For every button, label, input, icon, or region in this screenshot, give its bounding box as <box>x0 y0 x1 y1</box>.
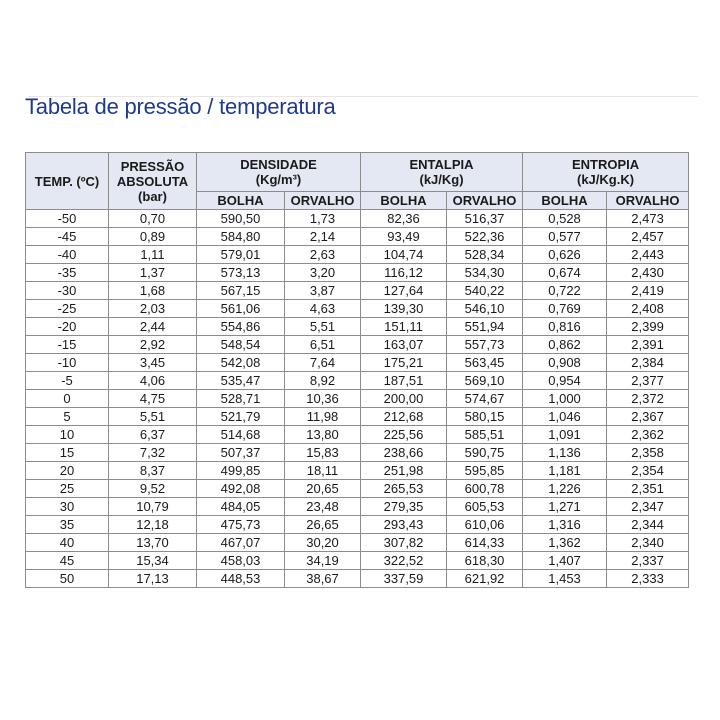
cell-pressao: 1,11 <box>109 246 197 264</box>
cell-pressao: 0,70 <box>109 210 197 228</box>
cell-entalpia-orvalho: 516,37 <box>447 210 523 228</box>
cell-entalpia-bolha: 187,51 <box>361 372 447 390</box>
header-densidade-orvalho: ORVALHO <box>285 192 361 210</box>
cell-entropia-bolha: 0,674 <box>523 264 607 282</box>
cell-entropia-orvalho: 2,399 <box>607 318 689 336</box>
cell-pressao: 4,06 <box>109 372 197 390</box>
cell-entropia-orvalho: 2,333 <box>607 570 689 588</box>
cell-densidade-orvalho: 8,92 <box>285 372 361 390</box>
cell-entropia-orvalho: 2,384 <box>607 354 689 372</box>
cell-pressao: 13,70 <box>109 534 197 552</box>
cell-entalpia-orvalho: 614,33 <box>447 534 523 552</box>
cell-entropia-bolha: 1,316 <box>523 516 607 534</box>
cell-entalpia-bolha: 116,12 <box>361 264 447 282</box>
cell-entalpia-orvalho: 557,73 <box>447 336 523 354</box>
table-row <box>26 336 689 354</box>
table-row <box>26 300 689 318</box>
cell-densidade-orvalho: 20,65 <box>285 480 361 498</box>
cell-densidade-orvalho: 11,98 <box>285 408 361 426</box>
cell-entalpia-orvalho: 528,34 <box>447 246 523 264</box>
cell-entalpia-bolha: 127,64 <box>361 282 447 300</box>
table-header <box>26 153 689 210</box>
cell-entalpia-bolha: 82,36 <box>361 210 447 228</box>
cell-pressao: 17,13 <box>109 570 197 588</box>
table-row <box>26 480 689 498</box>
cell-entropia-orvalho: 2,354 <box>607 462 689 480</box>
cell-pressao: 5,51 <box>109 408 197 426</box>
cell-entalpia-bolha: 307,82 <box>361 534 447 552</box>
cell-entalpia-bolha: 225,56 <box>361 426 447 444</box>
header-entropia-unit: (kJ/Kg.K) <box>577 172 635 187</box>
cell-entalpia-bolha: 251,98 <box>361 462 447 480</box>
cell-entalpia-orvalho: 610,06 <box>447 516 523 534</box>
cell-densidade-bolha: 448,53 <box>197 570 285 588</box>
cell-entalpia-orvalho: 585,51 <box>447 426 523 444</box>
cell-pressao: 0,89 <box>109 228 197 246</box>
cell-entalpia-orvalho: 595,85 <box>447 462 523 480</box>
pressure-temperature-table <box>25 152 689 588</box>
header-entalpia <box>361 153 523 192</box>
header-entropia-orvalho: ORVALHO <box>607 192 689 210</box>
cell-densidade-orvalho: 15,83 <box>285 444 361 462</box>
cell-temp: -25 <box>26 300 109 318</box>
table-row <box>26 426 689 444</box>
cell-densidade-bolha: 507,37 <box>197 444 285 462</box>
header-densidade-bolha: BOLHA <box>197 192 285 210</box>
cell-entropia-bolha: 0,769 <box>523 300 607 318</box>
cell-pressao: 2,44 <box>109 318 197 336</box>
cell-densidade-bolha: 514,68 <box>197 426 285 444</box>
cell-entropia-orvalho: 2,347 <box>607 498 689 516</box>
cell-entropia-bolha: 0,908 <box>523 354 607 372</box>
cell-densidade-bolha: 528,71 <box>197 390 285 408</box>
cell-entalpia-bolha: 238,66 <box>361 444 447 462</box>
cell-densidade-bolha: 548,54 <box>197 336 285 354</box>
cell-entropia-orvalho: 2,337 <box>607 552 689 570</box>
cell-entalpia-orvalho: 600,78 <box>447 480 523 498</box>
cell-entalpia-orvalho: 540,22 <box>447 282 523 300</box>
cell-entalpia-orvalho: 534,30 <box>447 264 523 282</box>
cell-temp: 50 <box>26 570 109 588</box>
cell-densidade-bolha: 579,01 <box>197 246 285 264</box>
cell-densidade-orvalho: 10,36 <box>285 390 361 408</box>
cell-entalpia-bolha: 93,49 <box>361 228 447 246</box>
header-entalpia-orvalho: ORVALHO <box>447 192 523 210</box>
table-row <box>26 570 689 588</box>
cell-entalpia-orvalho: 580,15 <box>447 408 523 426</box>
pressure-temperature-table-container <box>25 152 688 588</box>
cell-entropia-orvalho: 2,351 <box>607 480 689 498</box>
table-row <box>26 372 689 390</box>
cell-entalpia-bolha: 175,21 <box>361 354 447 372</box>
cell-entalpia-orvalho: 621,92 <box>447 570 523 588</box>
cell-temp: 10 <box>26 426 109 444</box>
table-row <box>26 354 689 372</box>
cell-pressao: 7,32 <box>109 444 197 462</box>
header-densidade-unit: (Kg/m³) <box>255 172 302 187</box>
cell-entalpia-bolha: 104,74 <box>361 246 447 264</box>
cell-entalpia-orvalho: 546,10 <box>447 300 523 318</box>
table-row <box>26 228 689 246</box>
table-row <box>26 264 689 282</box>
table-row <box>26 282 689 300</box>
cell-densidade-orvalho: 38,67 <box>285 570 361 588</box>
cell-temp: -10 <box>26 354 109 372</box>
cell-pressao: 2,92 <box>109 336 197 354</box>
cell-entropia-bolha: 0,862 <box>523 336 607 354</box>
header-pressao-line1: PRESSÃO <box>120 158 185 174</box>
cell-temp: -40 <box>26 246 109 264</box>
cell-densidade-orvalho: 3,87 <box>285 282 361 300</box>
header-temp-label: TEMP. (ºC) <box>34 173 100 189</box>
cell-temp: -5 <box>26 372 109 390</box>
cell-densidade-orvalho: 23,48 <box>285 498 361 516</box>
cell-entalpia-bolha: 139,30 <box>361 300 447 318</box>
cell-densidade-orvalho: 2,63 <box>285 246 361 264</box>
cell-densidade-bolha: 492,08 <box>197 480 285 498</box>
cell-pressao: 12,18 <box>109 516 197 534</box>
cell-entropia-orvalho: 2,344 <box>607 516 689 534</box>
cell-temp: 45 <box>26 552 109 570</box>
cell-entropia-bolha: 0,577 <box>523 228 607 246</box>
cell-densidade-orvalho: 3,20 <box>285 264 361 282</box>
cell-entropia-orvalho: 2,391 <box>607 336 689 354</box>
cell-entalpia-bolha: 200,00 <box>361 390 447 408</box>
cell-densidade-orvalho: 7,64 <box>285 354 361 372</box>
table-row <box>26 318 689 336</box>
cell-entalpia-bolha: 265,53 <box>361 480 447 498</box>
table-row <box>26 444 689 462</box>
cell-entropia-orvalho: 2,340 <box>607 534 689 552</box>
table-row <box>26 408 689 426</box>
cell-entropia-bolha: 0,528 <box>523 210 607 228</box>
cell-densidade-bolha: 554,86 <box>197 318 285 336</box>
table-row <box>26 534 689 552</box>
cell-temp: 25 <box>26 480 109 498</box>
cell-temp: 30 <box>26 498 109 516</box>
cell-pressao: 15,34 <box>109 552 197 570</box>
cell-pressao: 10,79 <box>109 498 197 516</box>
cell-densidade-orvalho: 1,73 <box>285 210 361 228</box>
cell-densidade-bolha: 521,79 <box>197 408 285 426</box>
header-pressao <box>109 153 197 210</box>
table-row <box>26 390 689 408</box>
cell-entalpia-orvalho: 618,30 <box>447 552 523 570</box>
cell-temp: -45 <box>26 228 109 246</box>
cell-temp: -15 <box>26 336 109 354</box>
header-entalpia-unit: (kJ/Kg) <box>419 172 464 187</box>
cell-temp: -30 <box>26 282 109 300</box>
cell-densidade-orvalho: 4,63 <box>285 300 361 318</box>
cell-densidade-orvalho: 18,11 <box>285 462 361 480</box>
cell-entropia-bolha: 0,626 <box>523 246 607 264</box>
cell-entropia-bolha: 1,226 <box>523 480 607 498</box>
cell-entalpia-orvalho: 605,53 <box>447 498 523 516</box>
cell-pressao: 4,75 <box>109 390 197 408</box>
cell-entropia-bolha: 1,136 <box>523 444 607 462</box>
cell-entalpia-bolha: 337,59 <box>361 570 447 588</box>
cell-temp: -50 <box>26 210 109 228</box>
cell-entropia-bolha: 1,271 <box>523 498 607 516</box>
cell-entalpia-orvalho: 590,75 <box>447 444 523 462</box>
cell-densidade-bolha: 542,08 <box>197 354 285 372</box>
cell-densidade-orvalho: 6,51 <box>285 336 361 354</box>
cell-pressao: 9,52 <box>109 480 197 498</box>
cell-pressao: 1,37 <box>109 264 197 282</box>
cell-entalpia-orvalho: 574,67 <box>447 390 523 408</box>
cell-entalpia-bolha: 212,68 <box>361 408 447 426</box>
cell-pressao: 8,37 <box>109 462 197 480</box>
cell-entalpia-bolha: 151,11 <box>361 318 447 336</box>
cell-densidade-bolha: 535,47 <box>197 372 285 390</box>
cell-densidade-bolha: 573,13 <box>197 264 285 282</box>
cell-entropia-orvalho: 2,419 <box>607 282 689 300</box>
cell-densidade-bolha: 467,07 <box>197 534 285 552</box>
cell-densidade-orvalho: 2,14 <box>285 228 361 246</box>
cell-entalpia-bolha: 163,07 <box>361 336 447 354</box>
table-row <box>26 516 689 534</box>
header-entalpia-label: ENTALPIA <box>409 157 474 172</box>
cell-temp: 40 <box>26 534 109 552</box>
table-row <box>26 462 689 480</box>
header-entalpia-bolha: BOLHA <box>361 192 447 210</box>
cell-entropia-bolha: 1,407 <box>523 552 607 570</box>
header-entropia-bolha: BOLHA <box>523 192 607 210</box>
table-row <box>26 246 689 264</box>
cell-temp: 0 <box>26 390 109 408</box>
cell-entalpia-orvalho: 563,45 <box>447 354 523 372</box>
cell-temp: 15 <box>26 444 109 462</box>
table-row <box>26 552 689 570</box>
cell-entalpia-orvalho: 522,36 <box>447 228 523 246</box>
cell-densidade-bolha: 567,15 <box>197 282 285 300</box>
header-densidade-label: DENSIDADE <box>240 157 317 172</box>
cell-temp: 5 <box>26 408 109 426</box>
cell-entropia-orvalho: 2,443 <box>607 246 689 264</box>
header-pressao-line2: ABSOLUTA <box>116 173 189 189</box>
cell-pressao: 1,68 <box>109 282 197 300</box>
cell-densidade-orvalho: 30,20 <box>285 534 361 552</box>
cell-pressao: 6,37 <box>109 426 197 444</box>
cell-entropia-orvalho: 2,358 <box>607 444 689 462</box>
cell-entropia-bolha: 0,816 <box>523 318 607 336</box>
cell-entropia-orvalho: 2,457 <box>607 228 689 246</box>
cell-entropia-bolha: 1,091 <box>523 426 607 444</box>
header-temp <box>26 153 109 210</box>
cell-densidade-bolha: 561,06 <box>197 300 285 318</box>
cell-densidade-bolha: 590,50 <box>197 210 285 228</box>
cell-temp: 35 <box>26 516 109 534</box>
cell-entropia-orvalho: 2,372 <box>607 390 689 408</box>
cell-entalpia-bolha: 279,35 <box>361 498 447 516</box>
cell-pressao: 2,03 <box>109 300 197 318</box>
cell-densidade-bolha: 584,80 <box>197 228 285 246</box>
header-pressao-unit: (bar) <box>138 188 167 204</box>
cell-densidade-orvalho: 5,51 <box>285 318 361 336</box>
header-entropia-label: ENTROPIA <box>571 157 640 172</box>
table-row <box>26 210 689 228</box>
cell-densidade-bolha: 484,05 <box>197 498 285 516</box>
header-densidade <box>197 153 361 192</box>
cell-temp: 20 <box>26 462 109 480</box>
cell-entropia-orvalho: 2,367 <box>607 408 689 426</box>
cell-densidade-bolha: 475,73 <box>197 516 285 534</box>
cell-densidade-orvalho: 26,65 <box>285 516 361 534</box>
cell-densidade-orvalho: 34,19 <box>285 552 361 570</box>
cell-entropia-bolha: 1,362 <box>523 534 607 552</box>
cell-entropia-bolha: 0,722 <box>523 282 607 300</box>
cell-entalpia-bolha: 322,52 <box>361 552 447 570</box>
cell-entropia-bolha: 1,453 <box>523 570 607 588</box>
cell-densidade-bolha: 458,03 <box>197 552 285 570</box>
table-row <box>26 498 689 516</box>
cell-temp: -35 <box>26 264 109 282</box>
cell-entropia-bolha: 0,954 <box>523 372 607 390</box>
cell-entalpia-bolha: 293,43 <box>361 516 447 534</box>
header-entropia <box>523 153 689 192</box>
table-body <box>26 210 689 588</box>
cell-entalpia-orvalho: 551,94 <box>447 318 523 336</box>
cell-entropia-bolha: 1,000 <box>523 390 607 408</box>
cell-entalpia-orvalho: 569,10 <box>447 372 523 390</box>
cell-entropia-orvalho: 2,473 <box>607 210 689 228</box>
cell-entropia-bolha: 1,046 <box>523 408 607 426</box>
cell-densidade-orvalho: 13,80 <box>285 426 361 444</box>
page-title: Tabela de pressão / temperatura <box>25 94 336 119</box>
cell-entropia-bolha: 1,181 <box>523 462 607 480</box>
cell-entropia-orvalho: 2,430 <box>607 264 689 282</box>
cell-entropia-orvalho: 2,408 <box>607 300 689 318</box>
cell-temp: -20 <box>26 318 109 336</box>
cell-entropia-orvalho: 2,377 <box>607 372 689 390</box>
cell-entropia-orvalho: 2,362 <box>607 426 689 444</box>
cell-densidade-bolha: 499,85 <box>197 462 285 480</box>
cell-pressao: 3,45 <box>109 354 197 372</box>
